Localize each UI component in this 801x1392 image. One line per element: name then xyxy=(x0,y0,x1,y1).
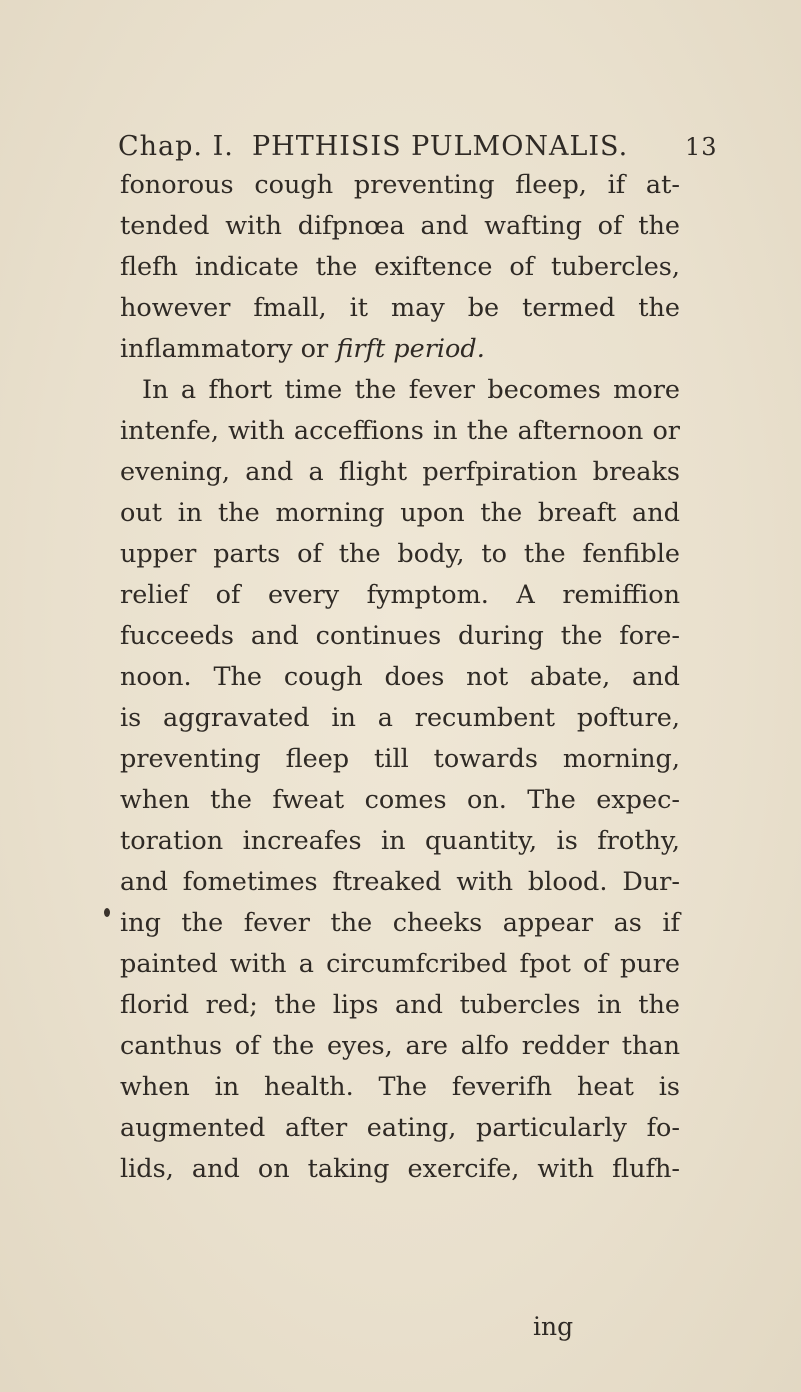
paragraph-first-line: In a fhort time the fever becomes more xyxy=(142,375,680,405)
text-line: fucceeds and continues during the fore- xyxy=(120,621,680,651)
chapter-label: Chap. I. xyxy=(118,131,234,162)
text-line: canthus of the eyes, are alfo redder than xyxy=(120,1031,680,1061)
text-line xyxy=(120,328,680,370)
text-line: toration increafes in quantity, is frothy, xyxy=(120,826,680,856)
text-line: and fometimes ftreaked with blood. Dur- xyxy=(120,867,680,897)
text-line: when the fweat comes on. The expec- xyxy=(120,785,680,815)
text-line: upper parts of the body, to the fenfible xyxy=(120,539,680,569)
catchword: ing xyxy=(533,1312,574,1341)
text-line: preventing fleep till towards morning, xyxy=(120,744,680,774)
text-line: noon. The cough does not abate, and xyxy=(120,662,680,692)
text-line: when in health. The feverifh heat is xyxy=(120,1072,680,1102)
text-span: inflammatory or xyxy=(120,334,337,364)
text-line: augmented after eating, particularly fo- xyxy=(120,1113,680,1143)
italic-phrase: firft period. xyxy=(336,334,485,364)
text-line: painted with a circumfcribed fpot of pure xyxy=(120,949,680,979)
text-line: relief of every fymptom. A remiffion xyxy=(120,580,680,610)
margin-ink-mark xyxy=(104,908,110,917)
text-line: ing the fever the cheeks appear as if xyxy=(120,908,680,938)
text-line: lids, and on taking exercife, with flufh- xyxy=(120,1154,680,1184)
text-line: flefh indicate the exiftence of tubercles, xyxy=(120,252,680,282)
text-line: evening, and a flight perfpiration breaks xyxy=(120,457,680,487)
text-line: tended with difpnœa and wafting of the xyxy=(120,211,680,241)
text-line: out in the morning upon the breaft and xyxy=(120,498,680,528)
text-line: intenfe, with acceffions in the afternoon or xyxy=(120,416,680,446)
running-title: PHTHISIS PULMONALIS. xyxy=(252,131,629,162)
text-line: florid red; the lips and tubercles in the xyxy=(120,990,680,1020)
text-line: is aggravated in a recumbent pofture, xyxy=(120,703,680,733)
page-number: 13 xyxy=(685,133,718,161)
text-line: fonorous cough preventing fleep, if at- xyxy=(120,170,680,200)
text-line: however fmall, it may be termed the xyxy=(120,293,680,323)
